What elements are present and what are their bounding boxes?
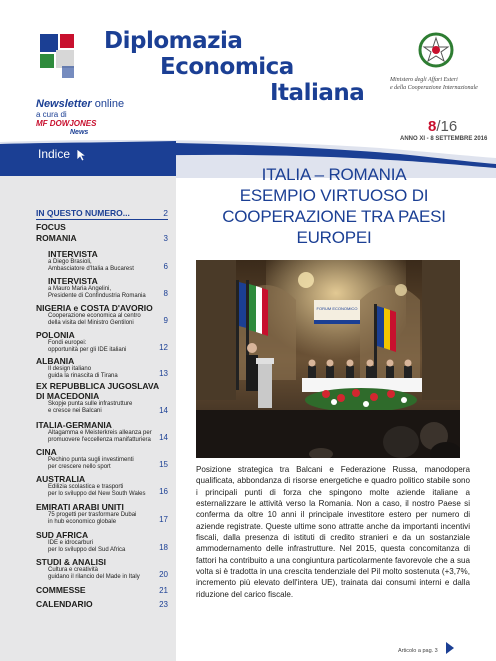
toc-item-page: 9 bbox=[163, 316, 168, 325]
toc-item-australia[interactable] bbox=[36, 474, 168, 498]
toc-item-sub: in hub economico globale bbox=[48, 519, 117, 525]
brand-line-1: Diplomazia bbox=[104, 28, 243, 54]
toc-item-page: 23 bbox=[159, 600, 168, 609]
toc-item-page: 15 bbox=[159, 460, 168, 469]
article-photo bbox=[196, 260, 460, 458]
ministry-line-2: e della Cooperazione Internazionale bbox=[390, 85, 478, 91]
toc-item-focus[interactable] bbox=[36, 222, 168, 232]
toc-divider bbox=[36, 219, 168, 220]
toc-item-italia-germania[interactable] bbox=[36, 420, 168, 444]
toc-item-title: COMMESSE bbox=[36, 585, 86, 595]
toc-item-title: EMIRATI ARABI UNITI bbox=[36, 502, 124, 512]
toc-item-sub: Altagamma e Meisterkreis alleanza per bbox=[48, 430, 152, 436]
toc-item-sub: per crescere nello sport bbox=[48, 464, 111, 470]
toc-item-sub: Skopje punta sulle infrastrutture bbox=[48, 401, 133, 407]
toc-item-page: 13 bbox=[159, 369, 168, 378]
toc-item-sub: per lo sviluppo del Sud Africa bbox=[48, 547, 126, 553]
issue-number bbox=[428, 118, 457, 135]
toc-item-title: INTERVISTA bbox=[48, 276, 98, 286]
toc-item-page: 8 bbox=[163, 289, 168, 298]
toc-item-sub: guida la rinascita di Tirana bbox=[48, 373, 118, 379]
newsletter-logo-icon bbox=[36, 30, 84, 82]
toc-item-commesse[interactable] bbox=[36, 585, 168, 595]
toc-item-page: 21 bbox=[159, 586, 168, 595]
toc-item-title: ROMANIA bbox=[36, 233, 77, 243]
toc-item-sub: della visita del Ministro Gentiloni bbox=[48, 320, 134, 326]
toc-item-sub: Cultura e creatività bbox=[48, 567, 99, 573]
issue-total: /16 bbox=[436, 118, 458, 135]
toc-item-sub: opportunità per gli IDE italiani bbox=[48, 347, 127, 353]
toc-item-page: 14 bbox=[159, 406, 168, 415]
toc-item-sub: per lo sviluppo del New South Wales bbox=[48, 491, 146, 497]
toc-item-title: ALBANIA bbox=[36, 356, 75, 366]
toc-heading[interactable] bbox=[36, 208, 168, 218]
toc-item-page: 6 bbox=[163, 262, 168, 271]
toc-item-romania[interactable] bbox=[36, 233, 168, 243]
toc-item-emirati[interactable] bbox=[36, 502, 168, 526]
toc-item-title: FOCUS bbox=[36, 222, 66, 232]
headline-line: COOPERAZIONE TRA PAESI bbox=[222, 207, 446, 226]
headline-line: EUROPEI bbox=[296, 228, 372, 247]
toc-item-sub: Ambasciatore d'Italia a Bucarest bbox=[48, 266, 134, 272]
toc-item-macedonia[interactable] bbox=[36, 381, 168, 415]
toc-item-studi-analisi[interactable] bbox=[36, 557, 168, 581]
toc-item-sub: guidano il rilancio del Made in Italy bbox=[48, 574, 140, 580]
toc-item-sub: 75 progetti per trasformare Dubai bbox=[48, 512, 137, 518]
toc-item-title: CINA bbox=[36, 447, 57, 457]
publisher-name: MF DOWJONES bbox=[36, 119, 97, 128]
toc-item-sub: e cresce nei Balcani bbox=[48, 408, 102, 414]
article-body: Posizione strategica tra Balcani e Federazione Russa, manodopera qualificata, abbondanza di risorse energetiche e quadro politico stabile sono i principali punti di forza che spingono molte aziende italiane a esternalizzare le attività verso la Romania. Non a caso, il nostro Paese si conferma da oltre 10 anni il principale investitore estero per numero di aziende registrate. Queste ultime sono attratte anche da importanti incentivi fiscali, dalla presenza di istituti di credito stranieri e da un sostanziale ammodernamento delle infrastrutture. Nel 2015, questa concomitanza di fattori ha contribuito a una congiuntura particolarmente favorevole che a sua volta si è tradotta in una crescita tendenziale del Pil molto sostenuta (+3,7%, incremento più elevato dell'intera UE), trainata dai consumi interni e dalla riduzione del carico fiscale. bbox=[196, 465, 470, 599]
toc-item-title: POLONIA bbox=[36, 330, 75, 340]
continue-link[interactable]: Articolo a pag. 3 bbox=[398, 648, 438, 654]
newsletter-online: online bbox=[91, 98, 125, 110]
ministry-name bbox=[390, 76, 490, 92]
toc-item-title-2: DI MACEDONIA bbox=[36, 391, 100, 401]
toc-item-intervista-angelini[interactable] bbox=[48, 276, 168, 300]
toc-item-title: EX REPUBBLICA JUGOSLAVA bbox=[36, 381, 160, 391]
republic-emblem-icon bbox=[418, 32, 454, 68]
publisher-logo bbox=[36, 119, 96, 128]
masthead bbox=[0, 0, 496, 150]
toc-item-intervista-brasioli[interactable] bbox=[48, 249, 168, 273]
toc-item-page: 16 bbox=[159, 487, 168, 496]
toc-item-polonia[interactable] bbox=[36, 330, 168, 354]
toc-heading-text: IN QUESTO NUMERO... bbox=[36, 208, 130, 218]
issue-current: 8 bbox=[428, 118, 437, 135]
toc-item-title: INTERVISTA bbox=[48, 249, 98, 259]
cursor-icon bbox=[76, 148, 88, 162]
toc-item-sub: a Mauro Maria Angelini, bbox=[48, 286, 112, 292]
toc-item-sub: Presidente di Confindustria Romania bbox=[48, 293, 146, 299]
toc-item-title: SUD AFRICA bbox=[36, 530, 89, 540]
toc-item-albania[interactable] bbox=[36, 356, 168, 380]
toc-item-sub: Pechino punta sugli investimenti bbox=[48, 457, 134, 463]
photo-banner-text: FORUM ECONOMICO bbox=[316, 306, 358, 311]
toc-item-title: CALENDARIO bbox=[36, 599, 93, 609]
toc-item-page: 14 bbox=[159, 433, 168, 442]
toc-item-cina[interactable] bbox=[36, 447, 168, 471]
toc-item-page: 20 bbox=[159, 570, 168, 579]
triangle-right-icon[interactable] bbox=[446, 642, 454, 654]
toc-item-calendario[interactable] bbox=[36, 599, 168, 609]
toc-item-page: 3 bbox=[163, 234, 168, 243]
brand-line-2: Economica bbox=[160, 54, 294, 80]
toc-item-page: 17 bbox=[159, 515, 168, 524]
newsletter-bold: Newsletter bbox=[36, 98, 92, 110]
article-headline bbox=[196, 164, 472, 248]
curated-by: a cura di bbox=[36, 110, 67, 119]
index-link[interactable]: Indice bbox=[38, 147, 71, 161]
headline-line: ESEMPIO VIRTUOSO DI bbox=[239, 186, 429, 205]
publisher-sub: News bbox=[70, 129, 89, 136]
issue-date: ANNO XI - 8 SETTEMBRE 2016 bbox=[400, 136, 488, 142]
headline-line: ITALIA – ROMANIA bbox=[261, 165, 407, 184]
toc-item-sub: Fondi europei: bbox=[48, 340, 87, 346]
toc-item-page: 12 bbox=[159, 343, 168, 352]
brand-line-3: Italiana bbox=[270, 80, 365, 106]
toc-item-page: 18 bbox=[159, 543, 168, 552]
ministry-line-1: Ministero degli Affari Esteri bbox=[390, 77, 458, 83]
toc-item-sub: Edilizia scolastica e trasporti bbox=[48, 484, 124, 490]
toc-item-sub: promuovere l'eccellenza manifatturiera bbox=[48, 437, 151, 443]
toc-item-title: STUDI & ANALISI bbox=[36, 557, 107, 567]
newsletter-label bbox=[36, 98, 124, 110]
toc-item-sud-africa[interactable] bbox=[36, 530, 168, 554]
toc-item-nigeria[interactable] bbox=[36, 303, 168, 327]
toc-item-sub: Il design italiano bbox=[48, 366, 92, 372]
toc-item-title: ITALIA-GERMANIA bbox=[36, 420, 112, 430]
toc-item-sub: a Diego Brasioli, bbox=[48, 259, 92, 265]
toc-item-sub: IDE e idrocarburi bbox=[48, 540, 94, 546]
toc-heading-page: 2 bbox=[163, 208, 168, 218]
toc-item-title: NIGERIA e COSTA D'AVORIO bbox=[36, 303, 153, 313]
toc-item-sub: Cooperazione economica al centro bbox=[48, 313, 141, 319]
toc-item-title: AUSTRALIA bbox=[36, 474, 86, 484]
